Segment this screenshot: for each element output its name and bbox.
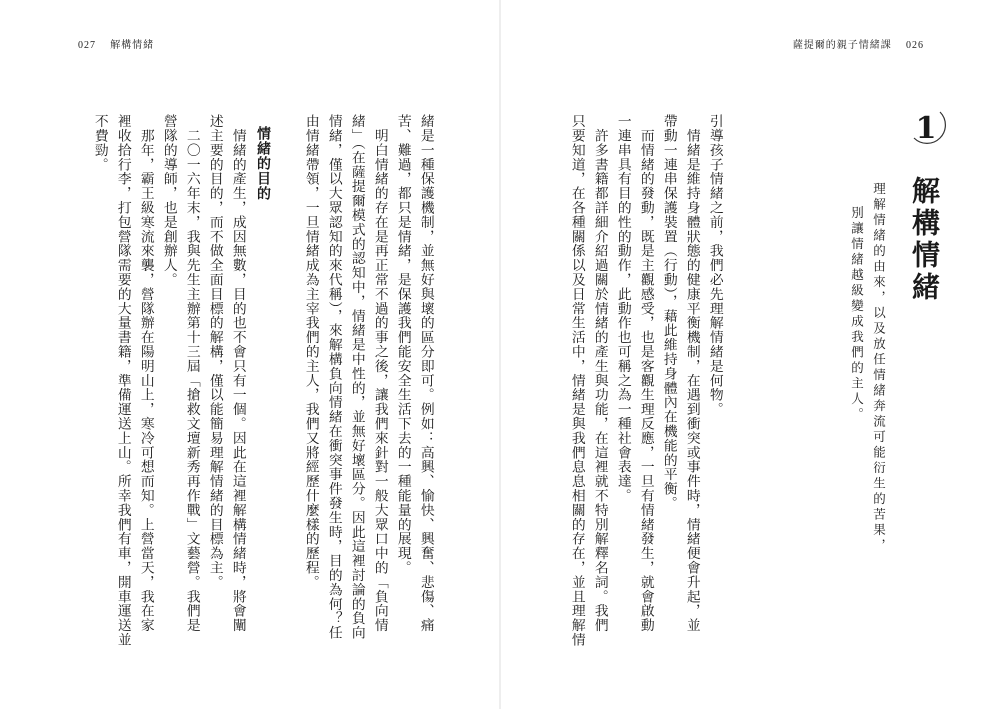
right-header-title: 薩提爾的親子情緒課 [792,40,892,51]
chapter-subtitle-line: 別讓情緒越級變成我們的主人。 [849,206,865,423]
body-text-column: 明白情緒的存在是再正常不過的事之後，讓我們來針對一般大眾口中的「負向情 [371,114,388,633]
chapter-number: 1 [915,111,937,146]
left-header-title: 解構情緒 [110,40,155,51]
body-text-column: 二〇一六年末，我與先生主辦第十三屆「搶救文壇新秀再作戰」文藝營。我們是 [183,114,200,633]
chapter-title: 解構情緒 [908,176,941,304]
body-text-column: 緒」（在薩提爾模式的認知中，情緒是中性的，並無好壞區分。因此這裡討論的負向 [348,114,365,640]
body-text-column: 引導孩子情緒之前，我們必先理解情緒是何物。 [706,114,723,417]
body-text-column: 由情緒帶領，一旦情緒成為主宰我們的主人，我們又將經歷什麼樣的歷程。 [302,114,319,590]
body-text-column: 一連串具有目的性的動作，此動作也可稱之為一種社會表達。 [614,114,631,503]
body-text-column: 那年，霸王級寒流來襲，營隊辦在陽明山上，寒冷可想而知。上營當天，我在家 [137,114,154,633]
body-text-column: 情緒，僅以大眾認知的來代稱），來解構負向情緒在衝突事件發生時，目的為何？任 [325,114,342,640]
chapter-number-badge [910,108,954,152]
body-text-column: 許多書籍都詳細介紹過關於情緒的產生與功能，在這裡就不特別解釋名詞。我們 [591,114,608,633]
right-running-header [793,36,934,51]
body-text-column: 情緒是維持身體狀態的健康平衡機制，在遇到衝突或事件時，情緒便會升起，並 [683,114,700,633]
body-text-column: 只要知道，在各種關係以及日常生活中，情緒是與我們息息相關的存在，並且理解情 [568,114,585,647]
body-text-column: 情緒的產生，成因無數，目的也不會只有一個。因此在這裡解構情緒時，將會闡 [229,114,246,633]
left-running-header [68,36,154,51]
body-text-column: 述主要的目的，而不做全面目標的解構，僅以能簡易理解情緒的目標為主。 [206,114,223,590]
body-text-column: 苦、難過，都只是情緒，是保護我們能安全生活下去的一種能量的展現。 [394,114,411,575]
body-text-column: 緒是一種保護機制，並無好與壞的區分即可。例如：高興、愉快、興奮、悲傷、痛 [417,114,434,633]
body-text-column: 營隊的導師，也是創辦人。 [160,114,177,287]
section-heading: 情緒的目的 [255,126,271,201]
right-page-number: 026 [906,40,924,51]
body-text-column: 帶動一連串保護裝置（行動），藉此維持身體內在機能的平衡。 [660,114,677,511]
body-text-column: 不費勁。 [91,114,108,172]
body-text-column: 裡收拾行李，打包營隊需要的大量書籍，準備運送上山。所幸我們有車，開車運送並 [114,114,131,647]
body-text-column: 而情緒的發動，既是主觀感受，也是客觀生理反應，一旦有情緒發生，就會啟動 [637,114,654,633]
left-page-number: 027 [78,40,96,51]
chapter-subtitle-line: 理解情緒的由來，以及放任情緒奔流可能衍生的苦果， [871,182,887,554]
page-gutter [499,0,501,709]
